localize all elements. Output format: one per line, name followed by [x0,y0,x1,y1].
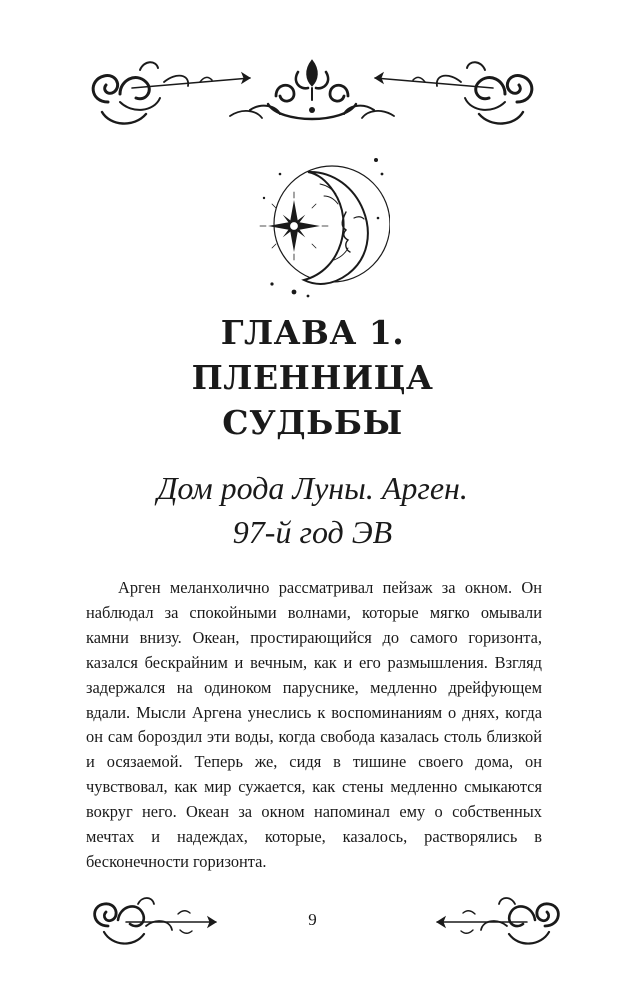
crescent-moon-star-icon [250,152,390,302]
chapter-title-line: ПЛЕННИЦА [191,358,434,397]
page-number: 9 [308,910,317,929]
bottom-left-ornament-icon [86,896,221,952]
chapter-subtitle [0,466,625,554]
bottom-right-ornament-icon [432,896,567,952]
chapter-title-line: СУДЬБЫ [222,403,403,442]
chapter-title-line: ГЛАВА 1. [220,313,405,352]
chapter-subtitle-line: 97-й год ЭВ [232,514,393,550]
body-paragraph: Арген меланхолично рассматривал пейзаж за окном. Он наблюдал за спокойными волнами, которые мягко омывали камни внизу. Океан, простирающийся до самого горизонта, казался бескрайним и вечным, как и его размышления. Взгляд задержался на одиноком паруснике, медленно дрейфующем вдали. Мысли Аргена унеслись к воспоминаниям о днях, когда он сам бороздил эти воды, когда свобода казалась столь близкой и осязаемой. Теперь же, сидя в тишине своего дома, он чувствовал, как мир сужается, как стены медленно смыкаются вокруг него. Океан за окном напоминал ему о собственных мечтах и надеждах, которые, казалось, растворялись в бесконечности горизонта. [86,578,542,871]
chapter-subtitle-line: Дом рода Луны. Арген. [157,470,468,506]
top-ornament-icon [80,52,545,134]
chapter-title [0,310,625,445]
